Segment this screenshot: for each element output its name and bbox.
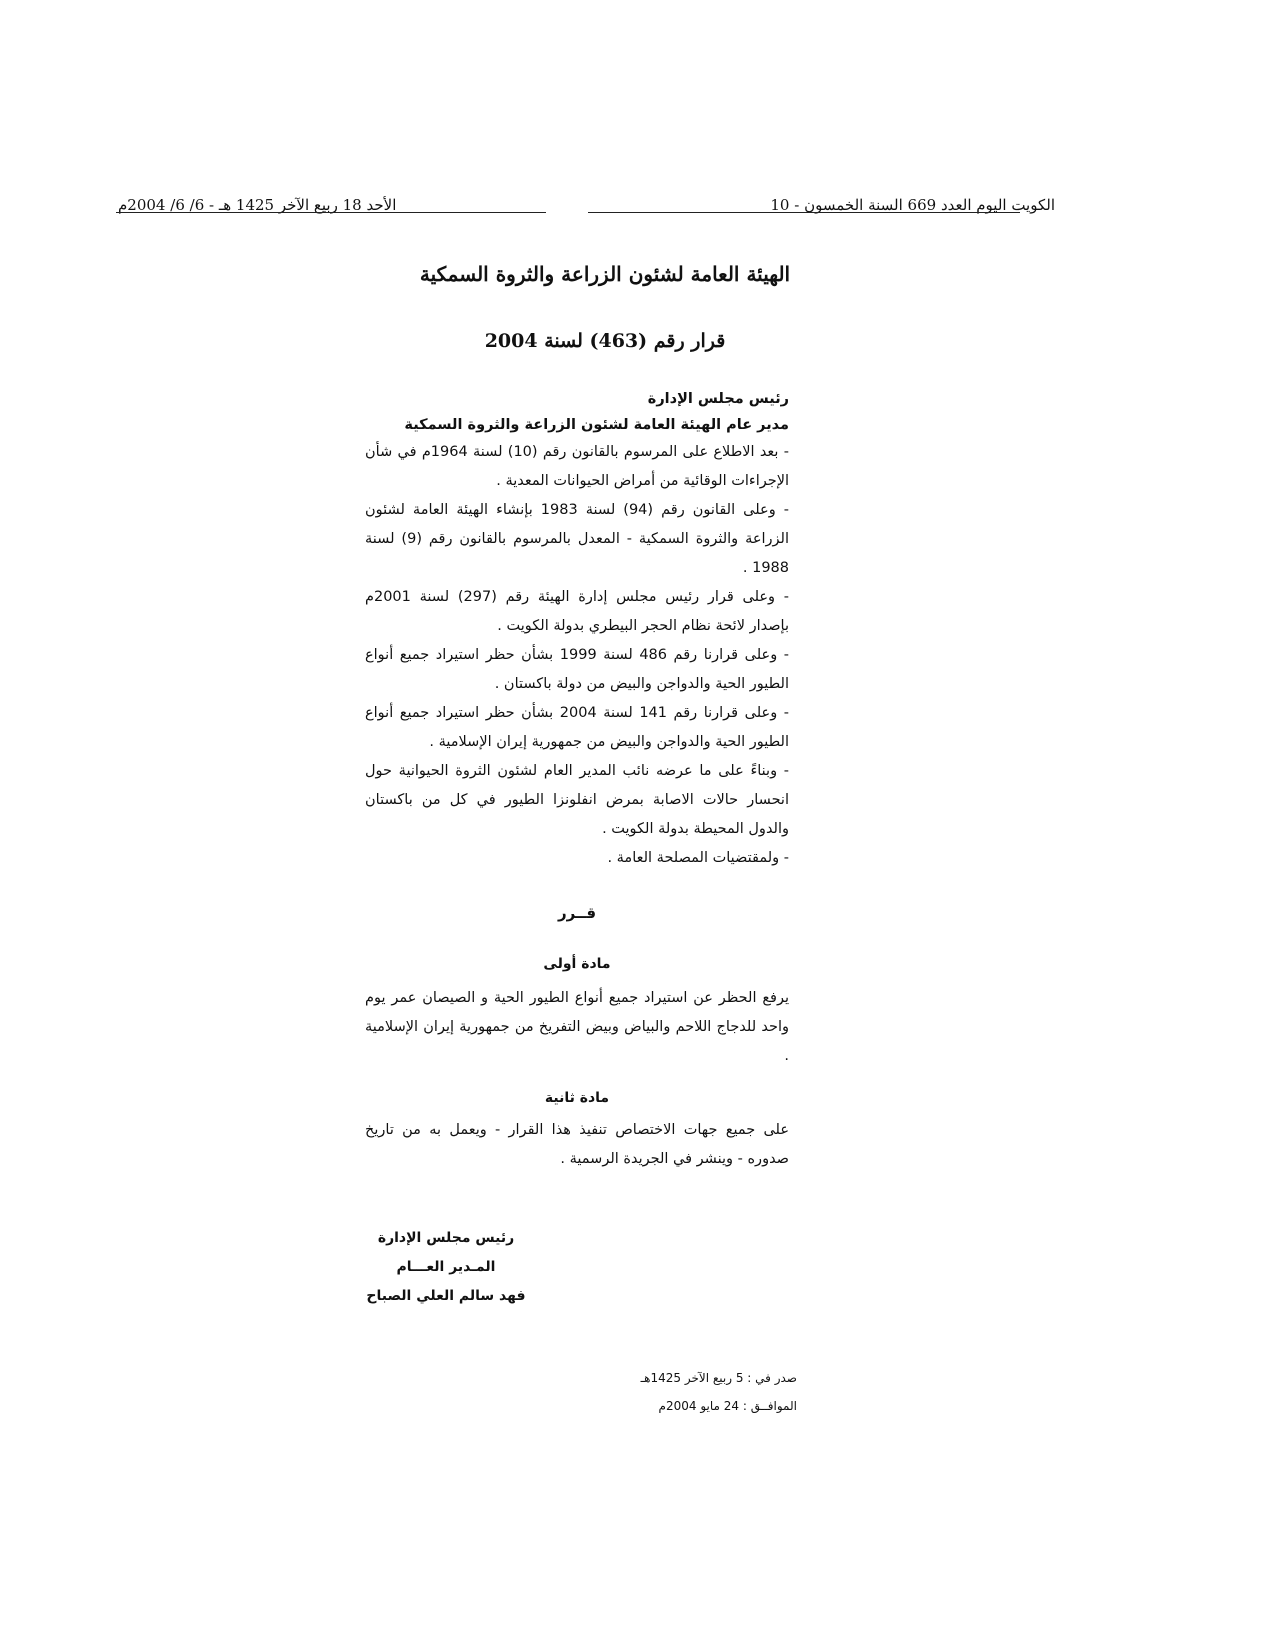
signature-block [365,1224,527,1311]
premise-item: - وبناءً على ما عرضه نائب المدير العام لشئون الثروة الحيوانية حول انحسار حالات الاصابة بمرض انفلونزا الطيور في كل من باكستان والدول المحيطة بدولة الكويت . [365,763,789,837]
issue-date-gregorian: الموافــق : 24 مايو 2004م [658,1399,797,1413]
premise-item: - بعد الاطلاع على المرسوم بالقانون رقم (10) لسنة 1964م في شأن الإجراءات الوقائية من أمراض الحيوانات المعدية . [365,444,789,489]
decided-heading: قــرر [557,904,597,922]
premise-item: - وعلى قرار رئيس مجلس إدارة الهيئة رقم (297) لسنة 2001م بإصدار لائحة نظام الحجر البيطري بدولة الكويت . [365,589,789,634]
signature-line: المـدير العـــام [396,1259,496,1275]
premise-item: - وعلى القانون رقم (94) لسنة 1983 بإنشاء الهيئة العامة لشئون الزراعة والثروة السمكية - المعدل بالمرسوم بالقانون رقم (9) لسنة 1988 . [365,502,789,576]
header-rule-right [588,212,1020,213]
premise-item: - وعلى قرارنا رقم 141 لسنة 2004 بشأن حظر استيراد جميع أنواع الطيور الحية والدواجن والبيض من جمهورية إيران الإسلامية . [365,705,789,750]
decree-title: قرار رقم (463) لسنة 2004 [484,330,726,352]
organization-title: الهيئة العامة لشئون الزراعة والثروة السمكية [419,262,791,286]
issuer-line: مدير عام الهيئة العامة لشئون الزراعة والثروة السمكية [404,417,789,433]
article-1-text: يرفع الحظر عن استيراد جميع أنواع الطيور الحية و الصيصان عمر يوم واحد للدجاج اللاحم والبياض وبيض التفريخ من جمهورية إيران الإسلامية . [365,990,789,1064]
premise-item: - ولمقتضيات المصلحة العامة . [607,850,789,866]
header-issue-info: الكويت اليوم العدد 669 السنة الخمسون - 10 [770,196,1055,214]
issue-date-block [641,1364,797,1420]
issuer-block [365,386,789,438]
signature-line: فهد سالم العلي الصباح [366,1288,526,1304]
header-rule-left [116,212,546,213]
article-2-text: على جميع جهات الاختصاص تنفيذ هذا القرار - ويعمل به من تاريخ صدوره - وينشر في الجريدة الرسمية . [365,1122,789,1167]
issue-date-hijri: صدر في : 5 ربيع الآخر 1425هـ [640,1371,797,1385]
article-2-heading: مادة ثانية [544,1090,610,1106]
premises-list [365,438,789,873]
issuer-line: رئيس مجلس الإدارة [647,391,789,407]
article-1-heading: مادة أولى [543,956,611,972]
signature-line: رئيس مجلس الإدارة [377,1230,515,1246]
header-date: الأحد 18 ربيع الآخر 1425 هـ - 6/ 6/ 2004م [118,196,397,214]
premise-item: - وعلى قرارنا رقم 486 لسنة 1999 بشأن حظر استيراد جميع أنواع الطيور الحية والدواجن والبيض من دولة باكستان . [365,647,789,692]
